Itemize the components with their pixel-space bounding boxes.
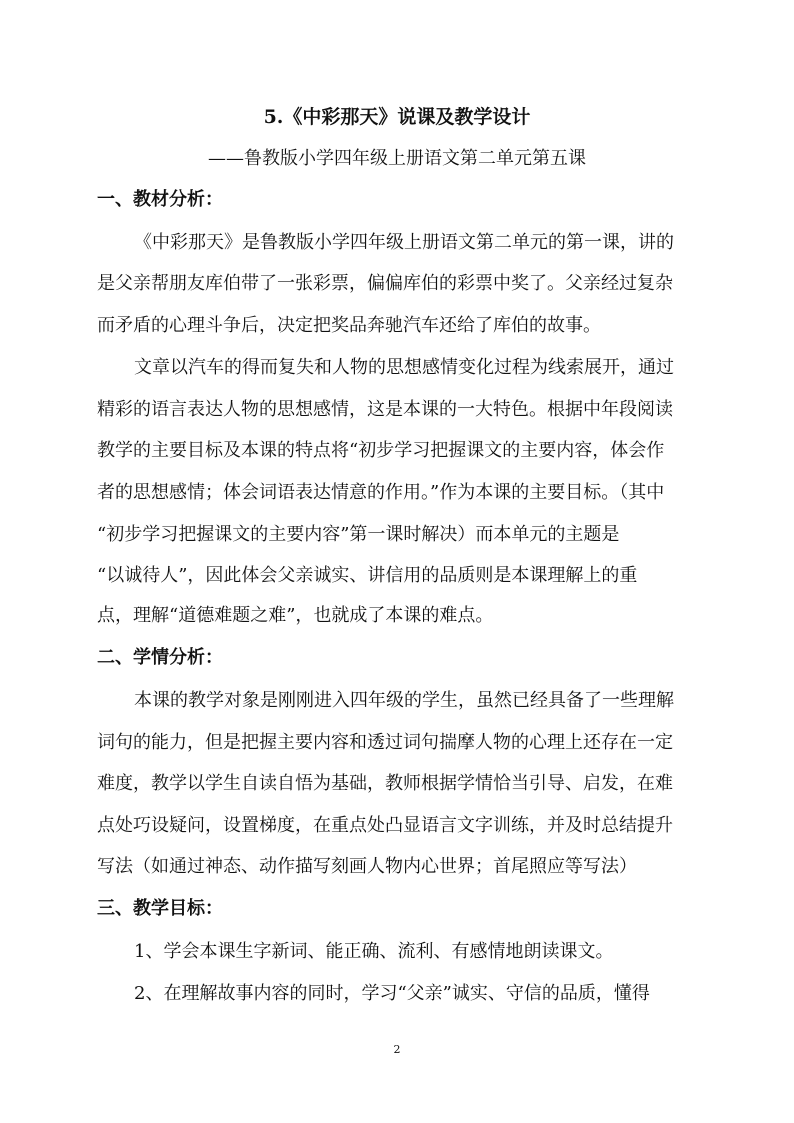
paragraph-line: 教学的主要目标及本课的特点将“初步学习把握课文的主要内容，体会作	[97, 440, 665, 461]
page-number: 2	[393, 1043, 401, 1056]
paragraph-line: 本课的教学对象是刚刚进入四年级的学生，虽然已经具备了一些理解	[134, 690, 674, 711]
paragraph-line: 者的思想感情；体会词语表达情意的作用。”作为本课的主要目标。（其中	[97, 482, 665, 503]
paragraph-line: “初步学习把握课文的主要内容”第一课时解决）而本单元的主题是	[97, 524, 620, 545]
document-subtitle: ——鲁教版小学四年级上册语文第二单元第五课	[208, 148, 586, 169]
paragraph-line: 点处巧设疑问，设置梯度，在重点处凸显语言文字训练，并及时总结提升	[97, 815, 673, 836]
paragraph-line: 难度，教学以学生自读自悟为基础，教师根据学情恰当引导、启发，在难	[97, 773, 673, 794]
list-item: 1、学会本课生字新词、能正确、流利、有感情地朗读课文。	[134, 941, 614, 962]
section-heading-objectives: 三、教学目标：	[97, 898, 223, 919]
paragraph-line: 写法（如通过神态、动作描写刻画人物内心世界；首尾照应等写法）	[97, 856, 637, 877]
section-heading-materials: 一、教材分析：	[97, 189, 223, 210]
paragraph-line: “以诚待人”，因此体会父亲诚实、讲信用的品质则是本课理解上的重	[97, 565, 638, 586]
list-item: 2、在理解故事内容的同时，学习“父亲”诚实、守信的品质，懂得	[134, 983, 650, 1004]
document-title: 5.《中彩那天》说课及教学设计	[263, 106, 531, 128]
paragraph-line: 文章以汽车的得而复失和人物的思想感情变化过程为线索展开，通过	[134, 357, 674, 378]
paragraph-line: 点，理解“道德难题之难”，也就成了本课的难点。	[97, 605, 494, 626]
paragraph-line: 《中彩那天》是鲁教版小学四年级上册语文第二单元的第一课，讲的	[134, 232, 674, 253]
section-heading-learners: 二、学情分析：	[97, 647, 223, 668]
paragraph-line: 而矛盾的心理斗争后，决定把奖品奔驰汽车还给了库伯的故事。	[97, 315, 601, 336]
paragraph-line: 精彩的语言表达人物的思想感情，这是本课的一大特色。根据中年段阅读	[97, 399, 673, 420]
paragraph-line: 是父亲帮朋友库伯带了一张彩票，偏偏库伯的彩票中奖了。父亲经过复杂	[97, 273, 673, 294]
paragraph-line: 词句的能力，但是把握主要内容和透过词句揣摩人物的心理上还存在一定	[97, 732, 673, 753]
